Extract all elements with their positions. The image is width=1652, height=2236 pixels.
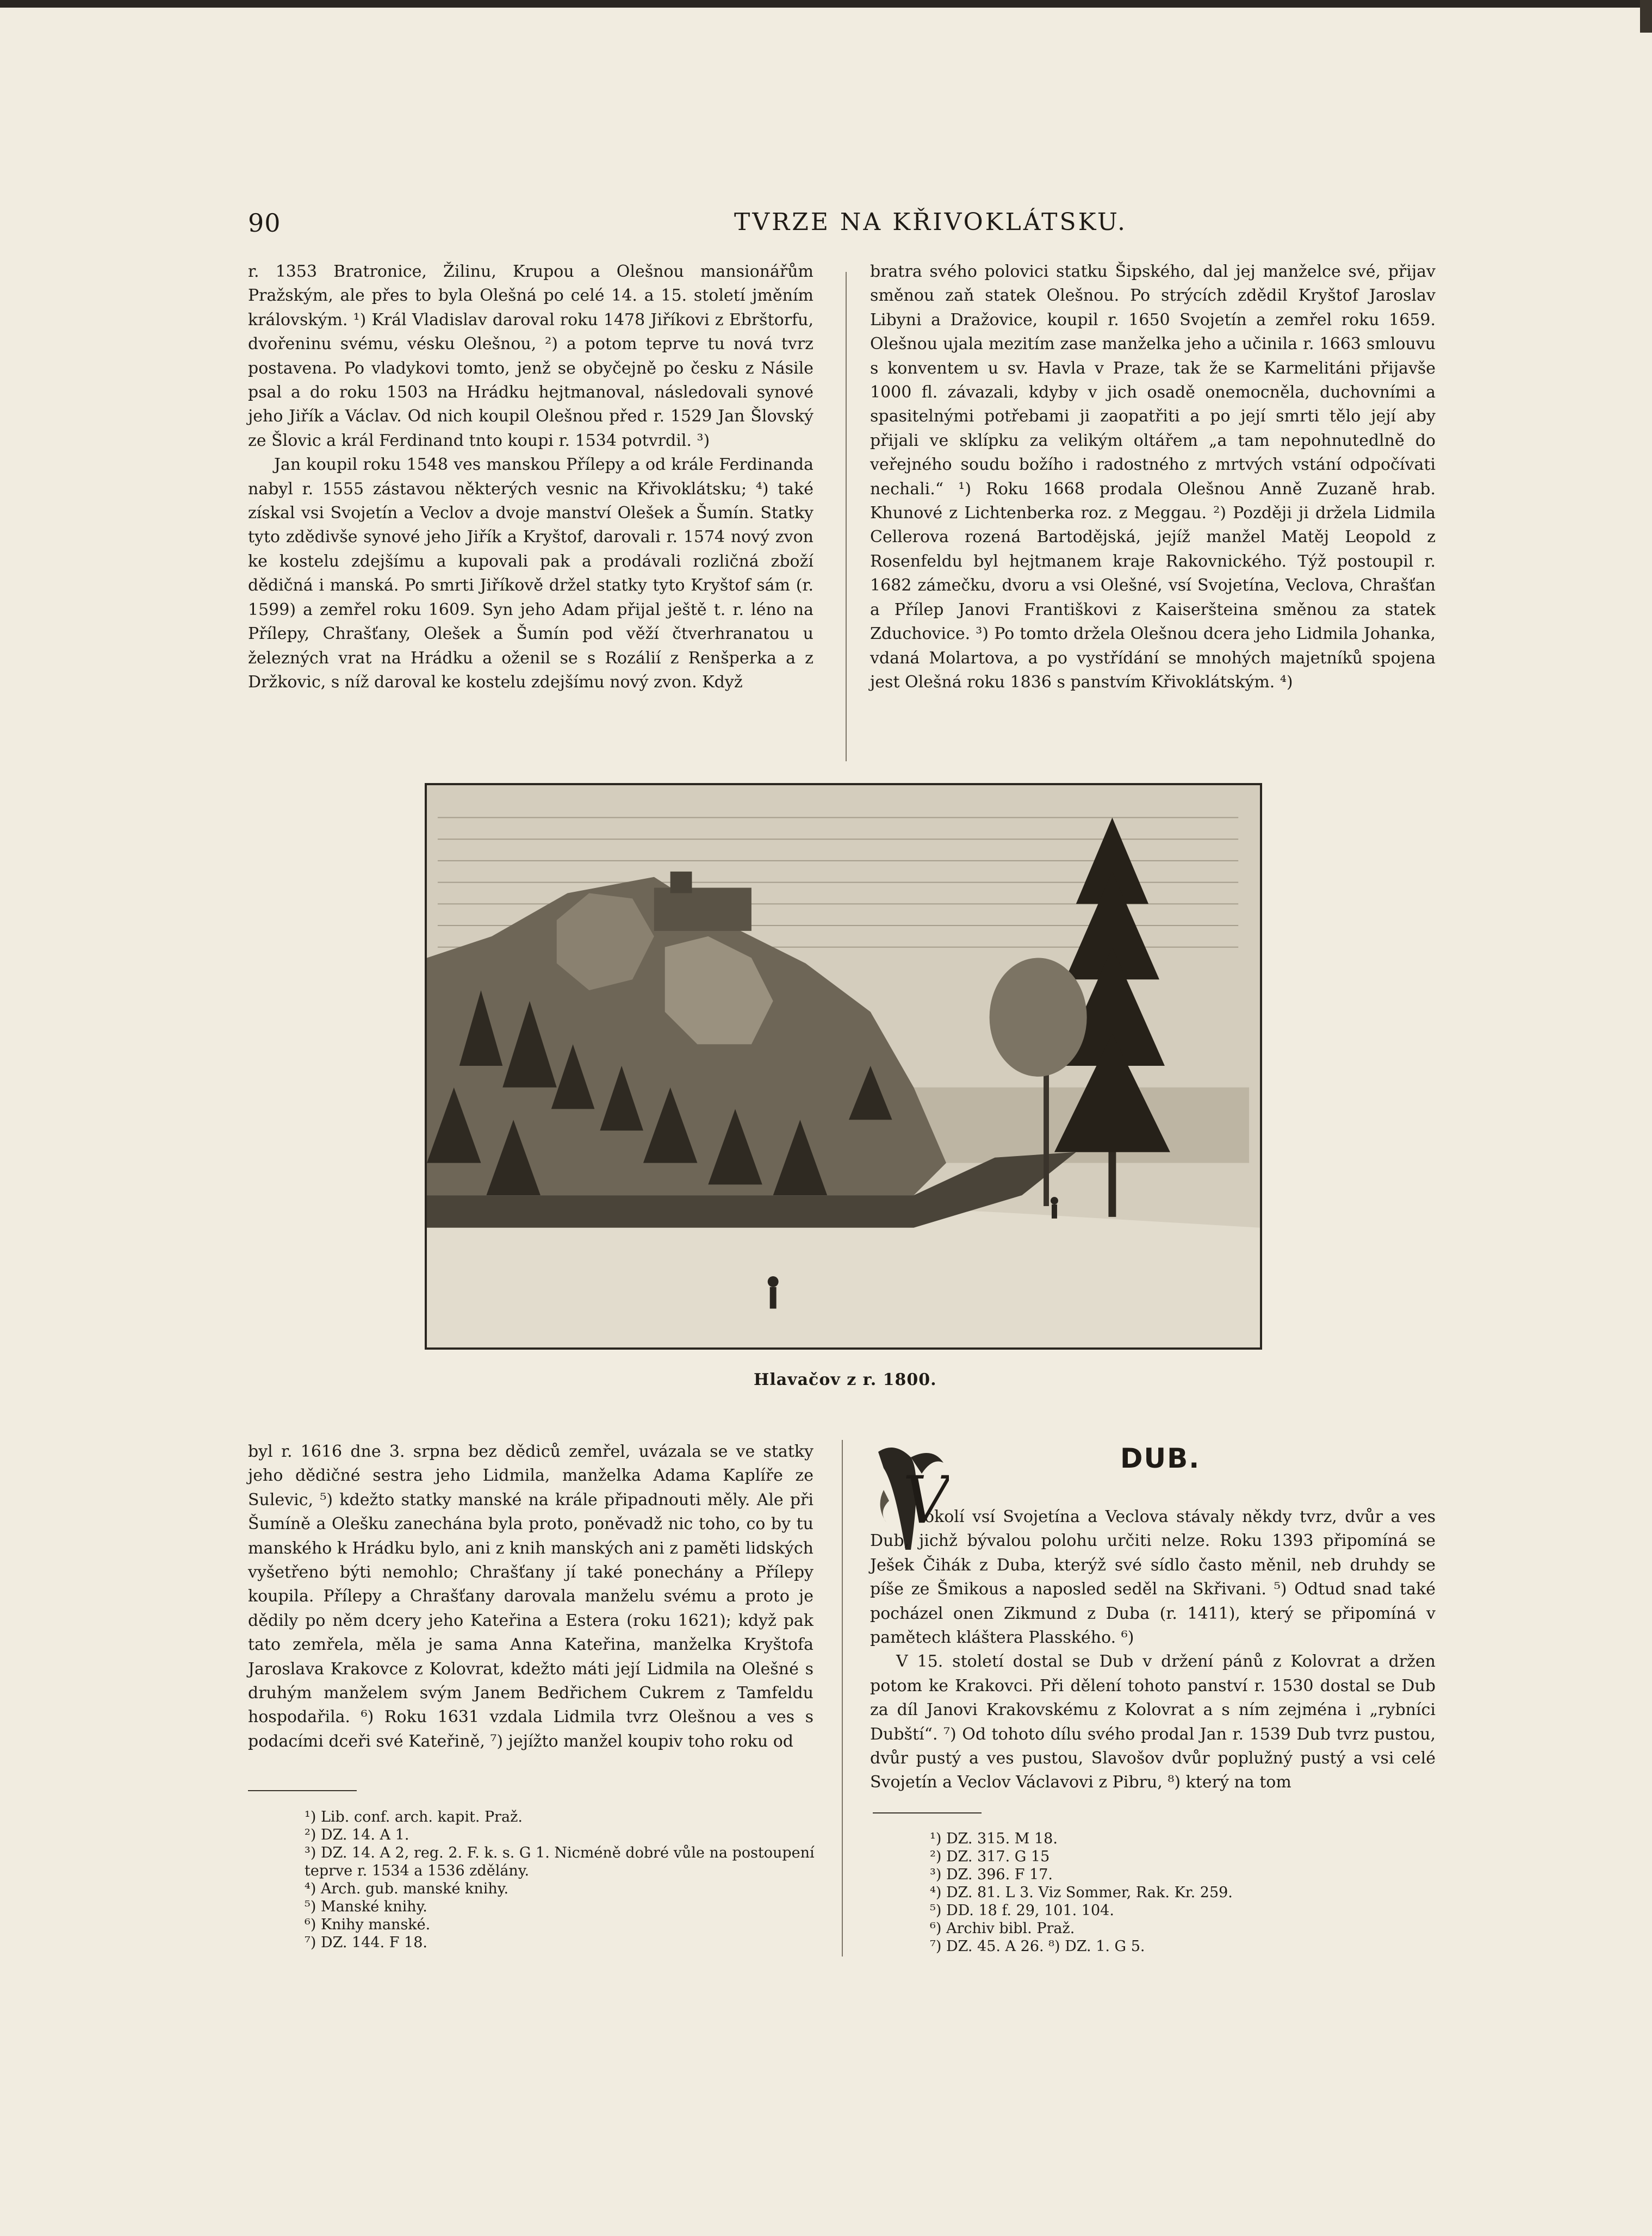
left-column-top xyxy=(248,260,813,694)
footnote: ²) DZ. 14. A 1. xyxy=(305,1827,409,1843)
section-title-dub: DUB. xyxy=(1120,1443,1201,1474)
illustration-hlavacov xyxy=(425,783,1262,1350)
footnote: ⁵) Manské knihy. xyxy=(305,1898,427,1915)
paragraph: r. 1353 Bratronice, Žilinu, Krupou a Olešnou mansionářům Pražským, ale přes to byla Olešná po celé 14. a 15. století jměním královským. ¹) Král Vladislav daroval roku 1478 Jiříkovi z Ebrštorfu, dvořeninu svému, vésku Olešnou, ²) a potom teprve tu nová tvrz postavena. Po vladykovi tomto, jenž se obyčejně po česku z Násile psal a do roku 1503 na Hrádku hejtmanoval, následovali synové jeho Jiřík a Václav. Od nich koupil Olešnou před r. 1529 Jan Šlovský ze Šlovic a král Ferdinand tnto koupi r. 1534 potvrdil. ³) xyxy=(248,262,813,450)
right-column-bottom xyxy=(870,1505,1436,1795)
footnote: ³) DZ. 396. F 17. xyxy=(930,1866,1053,1883)
footnote-rule xyxy=(248,1790,357,1791)
footnote: ¹) DZ. 315. M 18. xyxy=(930,1830,1058,1847)
dropcap-letter: V xyxy=(903,1463,949,1538)
footnotes-right xyxy=(930,1830,1419,1955)
column-rule xyxy=(846,272,847,761)
footnote: ⁷) DZ. 45. A 26. ⁸) DZ. 1. G 5. xyxy=(930,1938,1145,1955)
footnote: ¹) Lib. conf. arch. kapit. Praž. xyxy=(305,1809,523,1825)
footnote: ⁴) DZ. 81. L 3. Viz Sommer, Rak. Kr. 259. xyxy=(930,1884,1233,1901)
paragraph: Jan koupil roku 1548 ves manskou Přílepy a od krále Ferdinanda nabyl r. 1555 zástavou některých vesnic na Křivoklátsku; ⁴) také získal vsi Svojetín a Veclov a dvoje manství Olešek a Šumín. Statky tyto zdědivše synové jeho Jiřík a Kryštof, darovali r. 1574 nový zvon ke kostelu zdejšímu a kupovali pak a prodávali rozličná zboží dědičná i manská. Po smrti Jiříkově držel statky tyto Kryštof sám (r. 1599) a zemřel roku 1609. Syn jeho Adam přijal ještě t. r. léno na Přílepy, Chrašťany, Olešek a Šumín pod věží čtverhranatou u železných vrat na Hrádku a oženil se s Rozálií z Renšperka a z Držkovic, s níž daroval ke kostelu zdejšímu nový zvon. Když xyxy=(248,455,813,692)
footnotes-left xyxy=(305,1808,848,1952)
illustration-caption: Hlavačov z r. 1800. xyxy=(754,1370,937,1389)
right-column-top xyxy=(870,260,1436,694)
left-column-bottom xyxy=(248,1440,813,1754)
footnote: ⁴) Arch. gub. manské knihy. xyxy=(305,1880,509,1897)
scan-top-edge xyxy=(0,0,1652,8)
footnote: ²) DZ. 317. G 15 xyxy=(930,1848,1050,1865)
paragraph: bratra svého polovici statku Šipského, dal jej manželce své, přijav směnou zaň statek Olešnou. Po strýcích zdědil Kryštof Jaroslav Libyni a Dražovice, koupil r. 1650 Svojetín a zemřel roku 1659. Olešnou ujala mezitím zase manželka jeho a učinila r. 1663 smlouvu s konventem u sv. Havla v Praze, tak že se Karmelitáni přijavše 1000 fl. závazali, kdyby v jich osadě onemocněla, duchovními a spasitelnými potřebami ji zaopatřiti a po její smrti tělo její aby přijali ve sklípku za velikým oltářem „a tam nepohnutedlně do veřejného soudu božího i radostného z mrtvých vstání odpočívati nechali.“ ¹) Roku 1668 prodala Olešnou Anně Zuzaně hrab. Khunové z Lichtenberka roz. z Meggau. ²) Později ji držela Lidmila Cellerova rozená Bartodějská, jejíž manžel Matěj Leopold z Rosenfeldu byl hejtmanem kraje Rakovnického. Týž postoupil r. 1682 zámečku, dvoru a vsi Olešné, vsí Svojetína, Veclova, Chrašťan a Přílep Janovi Františkovi z Kaiseršteina směnou za statek Zduchovice. ³) Po tomto držela Olešnou dcera jeho Lidmila Johanka, vdaná Molartova, a po vystřídání se mnohých majetníků spojena jest Olešná roku 1836 s panstvím Křivoklátským. ⁴) xyxy=(870,262,1436,692)
footnote-rule xyxy=(873,1812,982,1813)
paragraph: byl r. 1616 dne 3. srpna bez dědiců zemřel, uvázala se ve statky jeho dědičné sestra jeho Lidmila, manželka Adama Kaplíře ze Sulevic, ⁵) kdežto statky manské na krále připadnouti měly. Ale při Šumíně a Olešku zanechána byla proto, poněvadž nic toho, co by tu manského k Hrádku bylo, ani z knih manských ani z paměti lidských vyšetřeno býti nemohlo; Chrašťany jí také ponechány a Přílepy koupila. Přílepy a Chrašťany darovala manželu svému a proto je dědily po něm dcery jeho Kateřina a Estera (roku 1621); když pak tato zemřela, měla je sama Anna Kateřina, manželka Kryštofa Jaroslava Krakovce z Kolovrat, kdežto máti její Lidmila na Olešné s druhým manželem svým Janem Bedřichem Cukrem z Tamfeldu hospodařila. ⁶) Roku 1631 vzdala Lidmila tvrz Olešnou a ves s podacími dceři své Kateřině, ⁷) jejížto manžel koupiv toho roku od xyxy=(248,1442,813,1751)
paragraph: V 15. století dostal se Dub v držení pánů z Kolovrat a držen potom ke Krakovci. Při dělení tohoto panství r. 1530 dostal se Dub za díl Janovi Krakovskému z Kolovrat a s ním zejména i „rybníci Dubští“. ⁷) Od tohoto dílu svého prodal Jan r. 1539 Dub tvrz pustou, dvůr pustý a ves pustou, Slavošov dvůr poplužný pustý a vsi celé Svojetín a Veclov Václavovi z Pibru, ⁸) který na tom xyxy=(870,1652,1436,1792)
footnote: ⁷) DZ. 144. F 18. xyxy=(305,1934,427,1951)
page-number: 90 xyxy=(248,208,281,238)
footnote: ⁵) DD. 18 f. 29, 101. 104. xyxy=(930,1902,1114,1919)
engraving-landscape xyxy=(427,785,1260,1347)
paragraph: okolí vsí Svojetína a Veclova stávaly někdy tvrz, dvůr a ves Dub, jichž bývalou polohu určiti nelze. Roku 1393 připomíná se Ješek Čihák z Duba, kterýž své sídlo často měnil, neb druhdy se píše ze Šmikous a naposled seděl na Skřivani. ⁵) Odtud snad také pocházel onen Zikmund z Duba (r. 1411), který se připomíná v pamětech kláštera Plasského. ⁶) xyxy=(870,1507,1436,1648)
running-title: TVRZE NA KŘIVOKLÁTSKU. xyxy=(734,208,1127,236)
scan-right-edge xyxy=(1640,0,1652,33)
footnote: ³) DZ. 14. A 2, reg. 2. F. k. s. G 1. Nicméně dobré vůle na postoupení teprve r. 1534 a 1536 zdělány. xyxy=(305,1844,815,1879)
footnote: ⁶) Archiv bibl. Praž. xyxy=(930,1920,1075,1937)
footnote: ⁶) Knihy manské. xyxy=(305,1916,431,1933)
